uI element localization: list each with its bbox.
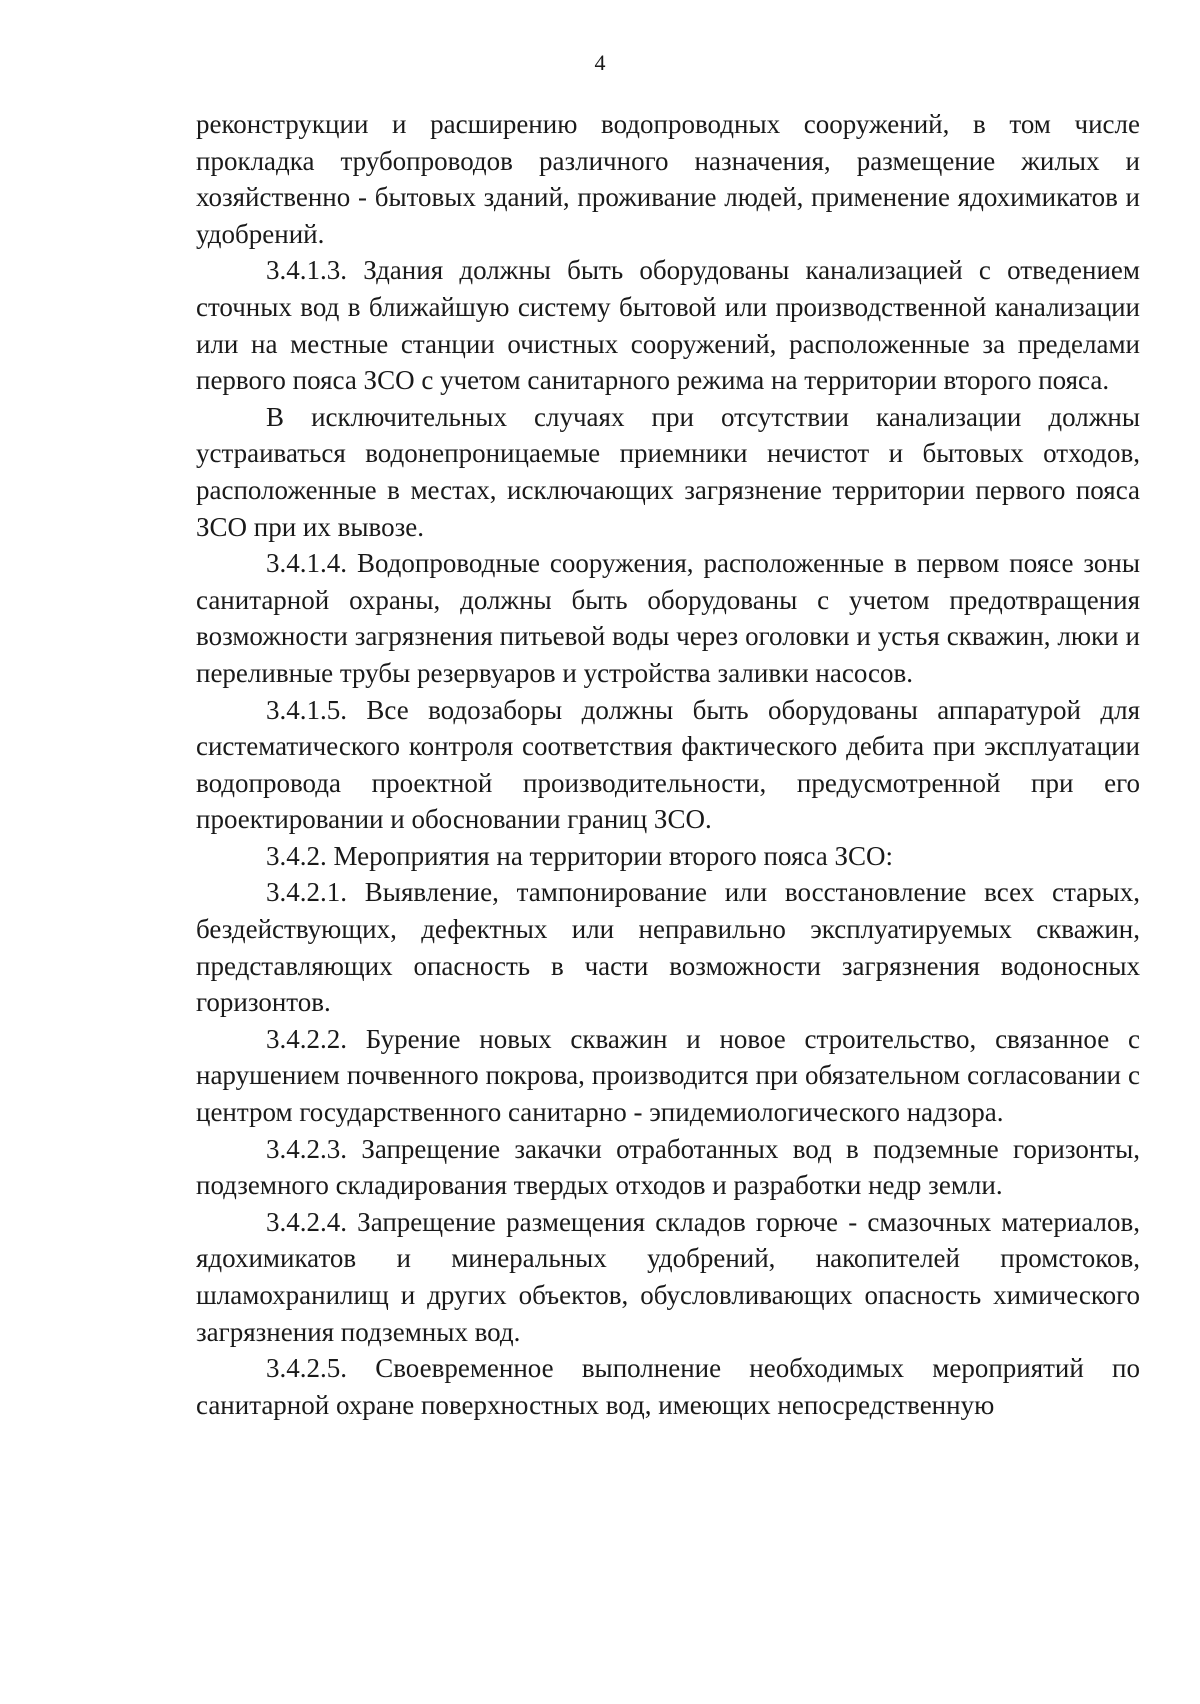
section-heading-3-4-2: 3.4.2. Мероприятия на территории второго пояса ЗСО: (266, 840, 893, 871)
paragraph-exceptional-cases: В исключительных случаях при отсутствии канализации должны устраиваться водонепроницаемые приемники нечистот и бытовых отходов, расположенные в местах, исключающих загрязнение территории первого пояса ЗСО при их вывозе. (196, 401, 1140, 542)
paragraph-continuation: реконструкции и расширению водопроводных сооружений, в том числе прокладка трубопроводов различного назначения, размещение жилых и хозяйственно - бытовых зданий, проживание людей, применение ядохимикатов и удобрений. (196, 109, 1140, 249)
document-body (196, 106, 1140, 1423)
paragraph-3-4-2-3: 3.4.2.3. Запрещение закачки отработанных вод в подземные горизонты, подземного складирования твердых отходов и разработки недр земли. (196, 1133, 1140, 1201)
paragraph-3-4-1-4: 3.4.1.4. Водопроводные сооружения, расположенные в первом поясе зоны санитарной охраны, должны быть оборудованы с учетом предотвращения возможности загрязнения питьевой воды через оголовки и устья скважин, люки и переливные трубы резервуаров и устройства заливки насосов. (196, 548, 1140, 688)
paragraph-3-4-2-4: 3.4.2.4. Запрещение размещения складов горюче - смазочных материалов, ядохимикатов и минеральных удобрений, накопителей промстоков, шламохранилищ и других объектов, обусловливающих опасность химического загрязнения подземных вод. (196, 1206, 1140, 1347)
page-number: 4 (594, 50, 606, 75)
paragraph-3-4-2-5: 3.4.2.5. Своевременное выполнение необходимых мероприятий по санитарной охране поверхностных вод, имеющих непосредственную (196, 1353, 1140, 1420)
paragraph-3-4-1-3: 3.4.1.3. Здания должны быть оборудованы канализацией с отведением сточных вод в ближайшую систему бытовой или производственной канализации или на местные станции очистных сооружений, расположенные за пределами первого пояса ЗСО с учетом санитарного режима на территории второго пояса. (196, 255, 1140, 396)
paragraph-3-4-2-2: 3.4.2.2. Бурение новых скважин и новое строительство, связанное с нарушением почвенного покрова, производится при обязательном согласовании с центром государственного санитарно - эпидемиологического надзора. (196, 1023, 1140, 1128)
paragraph-3-4-2-1: 3.4.2.1. Выявление, тампонирование или восстановление всех старых, бездействующих, дефектных или неправильно эксплуатируемых скважин, представляющих опасность в части возможности загрязнения водоносных горизонтов. (196, 877, 1140, 1018)
paragraph-3-4-1-5: 3.4.1.5. Все водозаборы должны быть оборудованы аппаратурой для систематического контроля соответствия фактического дебита при эксплуатации водопровода проектной производительности, предусмотренной при его проектировании и обосновании границ ЗСО. (196, 694, 1140, 835)
